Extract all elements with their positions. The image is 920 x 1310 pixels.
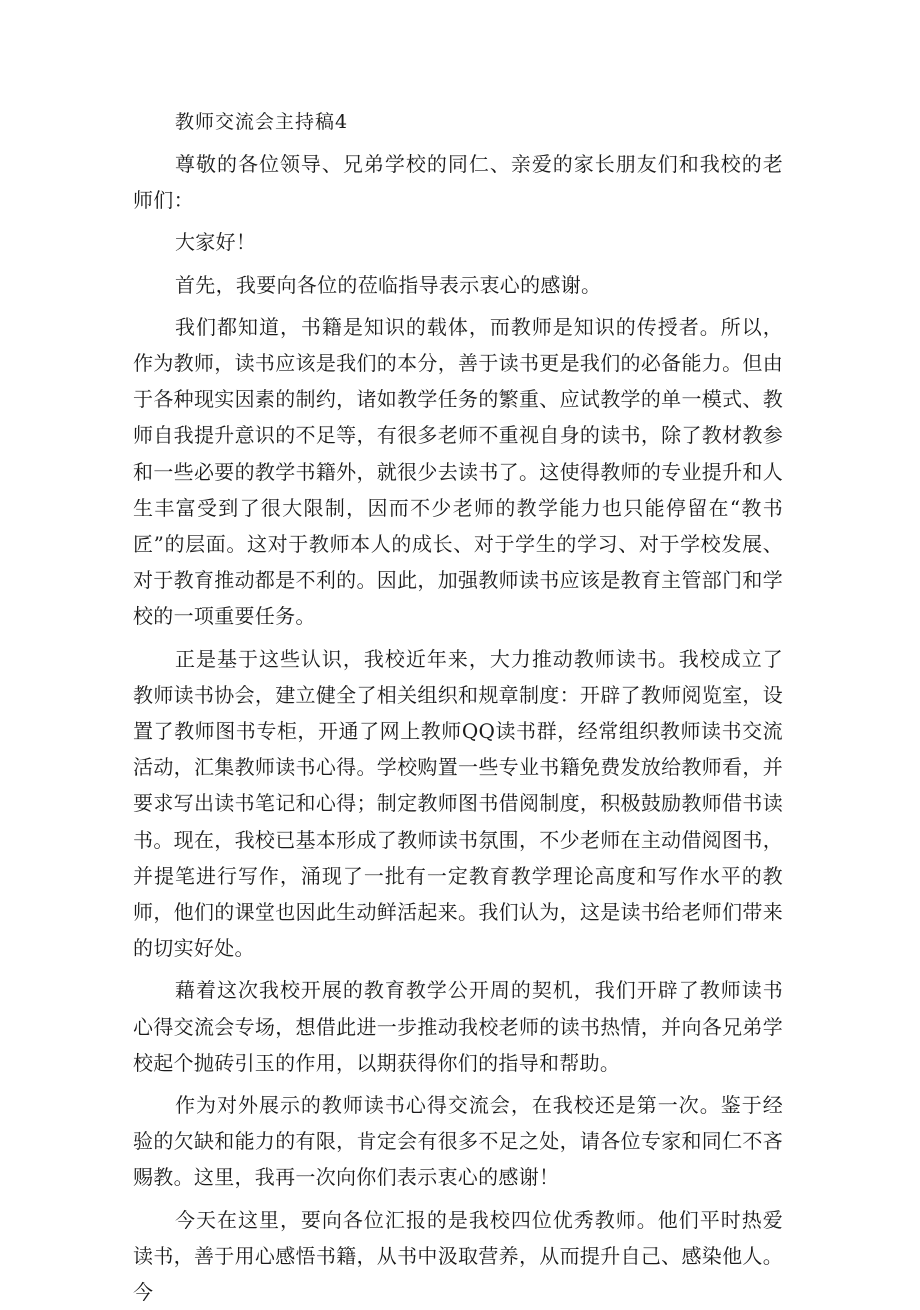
document-page bbox=[133, 104, 783, 1310]
paragraph-hello: 大家好！ bbox=[175, 230, 257, 255]
paragraph-school-efforts: 正是基于这些认识，我校近年来，大力推动教师读书。我校成立了教师读书协会，建立健全了相关组织和规章制度：开辟了教师阅览室，设置了教师图书专柜，开通了网上教师QQ读书群，经常组织教师读书交流活动，汇集教师读书心得。学校购置一些专业书籍免费发放给教师看，并要求写出读书笔记和心得；制定教师图书借阅制度，积极鼓励教师借书读书。现在，我校已基本形成了教师读书氛围，不少老师在主动借阅图书，并提笔进行写作，涌现了一批有一定教育教学理论高度和写作水平的教师，他们的课堂也因此生动鲜活起来。我们认为，这是读书给老师们带来的切实好处。 bbox=[133, 646, 783, 961]
paragraph-greeting-audience: 尊敬的各位领导、兄弟学校的同仁、亲爱的家长朋友们和我校的老师们： bbox=[133, 152, 783, 213]
paragraph-exchange-purpose: 藉着这次我校开展的教育教学公开周的契机，我们开辟了教师读书心得交流会专场，想借此进一步推动我校老师的读书热情，并向各兄弟学校起个抛砖引玉的作用，以期获得你们的指导和帮助。 bbox=[133, 978, 783, 1075]
paragraph-teachers-intro: 今天在这里，要向各位汇报的是我校四位优秀教师。他们平时热爱读书，善于用心感悟书籍，从书中汲取营养，从而提升自己、感染他人。今 bbox=[133, 1207, 783, 1305]
paragraph-thanks: 首先，我要向各位的莅临指导表示衷心的感谢。 bbox=[175, 272, 602, 297]
document-title: 教师交流会主持稿4 bbox=[175, 111, 349, 133]
paragraph-first-time: 作为对外展示的教师读书心得交流会，在我校还是第一次。鉴于经验的欠缺和能力的有限，肯定会有很多不足之处，请各位专家和同仁不吝赐教。这里，我再一次向你们表示衷心的感谢！ bbox=[133, 1093, 783, 1190]
paragraph-reading-importance: 我们都知道，书籍是知识的载体，而教师是知识的传授者。所以，作为教师，读书应该是我们的本分，善于读书更是我们的必备能力。但由于各种现实因素的制约，诸如教学任务的繁重、应试教学的单一模式、教师自我提升意识的不足等，有很多老师不重视自身的读书，除了教材教参和一些必要的教学书籍外，就很少去读书了。这使得教师的专业提升和人生丰富受到了很大限制，因而不少老师的教学能力也只能停留在“教书匠”的层面。这对于教师本人的成长、对于学生的学习、对于学校发展、对于教育推动都是不利的。因此，加强教师读书应该是教育主管部门和学校的一项重要任务。 bbox=[133, 314, 783, 629]
